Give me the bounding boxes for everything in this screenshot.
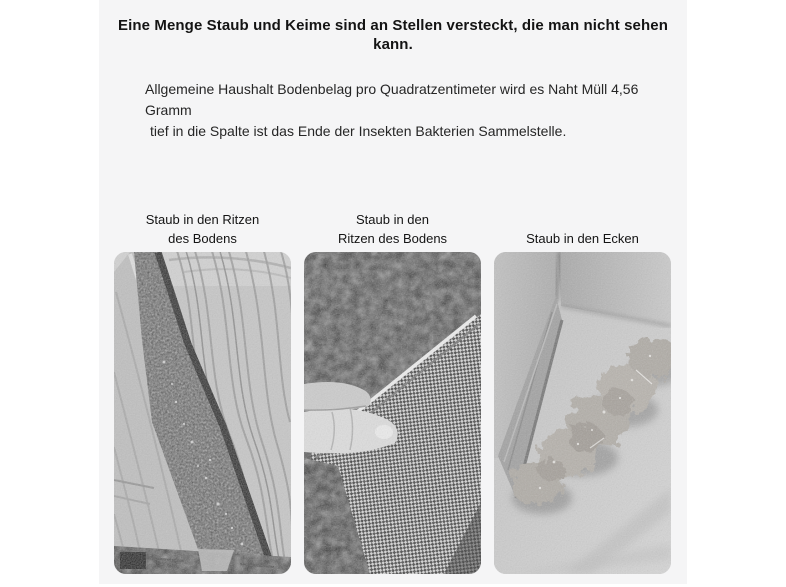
figure-floor-crack [114, 210, 291, 574]
caption-line-1: Staub in den Ritzen [145, 212, 260, 227]
caption-line-2: des Bodens [168, 231, 237, 246]
photo-corner-dust [494, 252, 671, 574]
caption-line-2: Ritzen des Bodens [337, 231, 448, 246]
figure-caption [114, 210, 291, 248]
wood-crack-illustration [114, 252, 291, 574]
figure-row [99, 210, 687, 574]
product-info-panel [99, 0, 687, 584]
caption-line-1: Staub in den [355, 212, 429, 227]
caption-line-1: Staub in den Ecken [526, 231, 639, 246]
description-line-2: tief in die Spalte ist das Ende der Insekten Bakterien Sammelstelle. [150, 123, 567, 139]
description-text [99, 79, 687, 142]
figure-caption [304, 210, 481, 248]
figure-carpet-underside [304, 210, 481, 574]
page-title: Eine Menge Staub und Keime sind an Stellen versteckt, die man nicht sehen kann. [118, 17, 668, 53]
description-line-1: Allgemeine Haushalt Bodenbelag pro Quadratzentimeter wird es Naht Müll 4,56 Gramm [145, 81, 639, 118]
corner-dust-illustration [494, 252, 671, 574]
carpet-lift-illustration [304, 252, 481, 574]
figure-caption [494, 210, 671, 248]
figure-corner-dust [494, 210, 671, 574]
photo-wood-floor-crack [114, 252, 291, 574]
photo-lifted-carpet [304, 252, 481, 574]
